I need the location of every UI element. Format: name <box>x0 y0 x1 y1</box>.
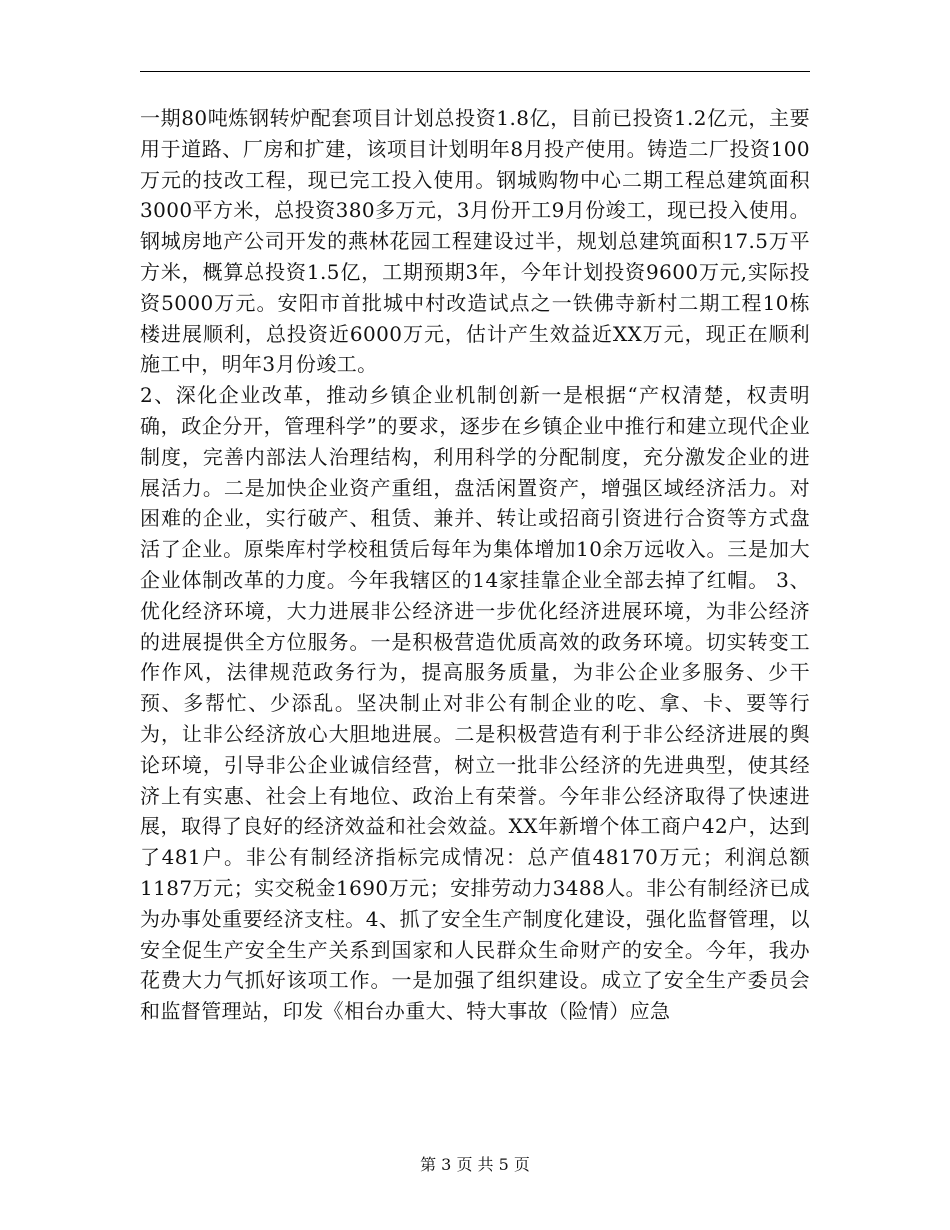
page-number: 第 3 页 共 5 页 <box>420 1155 530 1174</box>
paragraph: 一期80吨炼钢转炉配套项目计划总投资1.8亿，目前已投资1.2亿元，主要用于道路、厂房和扩建，该项目计划明年8月投产使用。铸造二厂投资100万元的技改工程，现已完工投入使用。钢城购物中心二期工程总建筑面积3000平方米，总投资380多万元，3月份开工9月份竣工，现已投入使用。钢城房地产公司开发的燕林花园工程建设过半，规划总建筑面积17.5万平方米，概算总投资1.5亿，工期预期3年，今年计划投资9600万元,实际投资5000万元。安阳市首批城中村改造试点之一铁佛寺新村二期工程10栋楼进展顺利，总投资近6000万元，估计产生效益近XX万元，现正在顺利施工中，明年3月份竣工。 <box>140 106 810 377</box>
header-rule <box>140 71 810 72</box>
body-text <box>140 103 810 1027</box>
paragraph: 2、深化企业改革，推动乡镇企业机制创新一是根据“产权清楚，权责明确，政企分开，管理科学”的要求，逐步在乡镇企业中推行和建立现代企业制度，完善内部法人治理结构，利用科学的分配制度，充分激发企业的进展活力。二是加快企业资产重组，盘活闲置资产，增强区域经济活力。对困难的企业，实行破产、租赁、兼并、转让或招商引资进行合资等方式盘活了企业。原柴库村学校租赁后每年为集体增加10余万远收入。三是加大企业体制改革的力度。今年我辖区的14家挂靠企业全部去掉了红帽。 3、优化经济环境，大力进展非公经济进一步优化经济进展环境，为非公经济的进展提供全方位服务。一是积极营造优质高效的政务环境。切实转变工作作风，法律规范政务行为，提高服务质量，为非公企业多服务、少干预、多帮忙、少添乱。坚决制止对非公有制企业的吃、拿、卡、要等行为，让非公经济放心大胆地进展。二是积极营造有利于非公经济进展的舆论环境，引导非公企业诚信经营，树立一批非公经济的先进典型，使其经济上有实惠、社会上有地位、政治上有荣誉。今年非公经济取得了快速进展，取得了良好的经济效益和社会效益。XX年新增个体工商户42户，达到了481户。非公有制经济指标完成情况：总产值48170万元；利润总额1187万元；实交税金1690万元；安排劳动力3488人。非公有制经济已成为办事处重要经济支柱。4、抓了安全生产制度化建设，强化监督管理，以安全促生产安全生产关系到国家和人民群众生命财产的安全。今年，我办花费大力气抓好该项工作。一是加强了组织建设。成立了安全生产委员会和监督管理站，印发《相台办重大、特大事故（险情）应急 <box>140 383 810 1024</box>
